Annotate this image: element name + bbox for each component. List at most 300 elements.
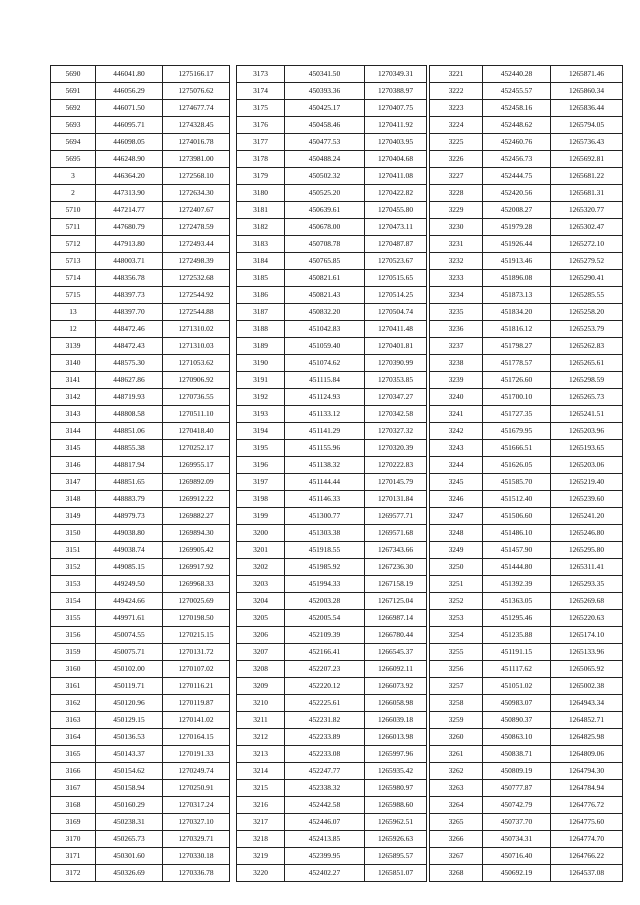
- table-row: [237, 542, 427, 559]
- table-row: [430, 644, 623, 661]
- point-id-cell: 3227: [430, 168, 483, 185]
- x-coordinate-cell: 450102.00: [96, 661, 163, 678]
- y-coordinate-cell: 1269571.68: [365, 525, 427, 542]
- table-row: [430, 83, 623, 100]
- point-id-cell: 5692: [51, 100, 96, 117]
- y-coordinate-cell: 1275166.17: [163, 66, 230, 83]
- x-coordinate-cell: 449249.50: [96, 576, 163, 593]
- x-coordinate-cell: 450341.50: [285, 66, 365, 83]
- x-coordinate-cell: 449971.61: [96, 610, 163, 627]
- x-coordinate-cell: 450832.20: [285, 304, 365, 321]
- x-coordinate-cell: 451679.95: [483, 423, 551, 440]
- y-coordinate-cell: 1265851.07: [365, 865, 427, 882]
- table-row: [237, 865, 427, 882]
- y-coordinate-cell: 1265241.51: [551, 406, 623, 423]
- table-row: [237, 695, 427, 712]
- table-row: [237, 321, 427, 338]
- x-coordinate-cell: 448855.38: [96, 440, 163, 457]
- x-coordinate-cell: 452247.77: [285, 763, 365, 780]
- x-coordinate-cell: 452440.28: [483, 66, 551, 83]
- table-row: [430, 66, 623, 83]
- table-row: [237, 389, 427, 406]
- table-row: [237, 712, 427, 729]
- x-coordinate-cell: 452231.82: [285, 712, 365, 729]
- y-coordinate-cell: 1270025.69: [163, 593, 230, 610]
- table-row: [430, 474, 623, 491]
- table-row: [430, 763, 623, 780]
- x-coordinate-cell: 451457.90: [483, 542, 551, 559]
- table-row: [237, 627, 427, 644]
- coordinate-table-3: [429, 65, 623, 882]
- point-id-cell: 3255: [430, 644, 483, 661]
- point-id-cell: 3225: [430, 134, 483, 151]
- point-id-cell: 3252: [430, 593, 483, 610]
- table-row: [237, 287, 427, 304]
- x-coordinate-cell: 448851.65: [96, 474, 163, 491]
- y-coordinate-cell: 1264776.72: [551, 797, 623, 814]
- point-id-cell: 3156: [51, 627, 96, 644]
- point-id-cell: 3222: [430, 83, 483, 100]
- y-coordinate-cell: 1270145.79: [365, 474, 427, 491]
- table-row: [237, 355, 427, 372]
- point-id-cell: 3247: [430, 508, 483, 525]
- y-coordinate-cell: 1270317.24: [163, 797, 230, 814]
- table-row: [430, 627, 623, 644]
- y-coordinate-cell: 1265871.46: [551, 66, 623, 83]
- x-coordinate-cell: 450821.61: [285, 270, 365, 287]
- y-coordinate-cell: 1265133.96: [551, 644, 623, 661]
- point-id-cell: 3256: [430, 661, 483, 678]
- y-coordinate-cell: 1265935.42: [365, 763, 427, 780]
- x-coordinate-cell: 451295.46: [483, 610, 551, 627]
- point-id-cell: 3237: [430, 338, 483, 355]
- table-row: [51, 661, 230, 678]
- y-coordinate-cell: 1266987.14: [365, 610, 427, 627]
- y-coordinate-cell: 1265065.92: [551, 661, 623, 678]
- table-row: [237, 610, 427, 627]
- x-coordinate-cell: 452444.75: [483, 168, 551, 185]
- point-id-cell: 3155: [51, 610, 96, 627]
- y-coordinate-cell: 1265997.96: [365, 746, 427, 763]
- point-id-cell: 3211: [237, 712, 285, 729]
- y-coordinate-cell: 1270320.39: [365, 440, 427, 457]
- y-coordinate-cell: 1265681.31: [551, 185, 623, 202]
- y-coordinate-cell: 1264852.71: [551, 712, 623, 729]
- y-coordinate-cell: 1269955.17: [163, 457, 230, 474]
- table-row: [237, 661, 427, 678]
- y-coordinate-cell: 1271310.03: [163, 338, 230, 355]
- table-row: [237, 474, 427, 491]
- table-row: [237, 236, 427, 253]
- point-id-cell: 3195: [237, 440, 285, 457]
- table-row: [51, 474, 230, 491]
- y-coordinate-cell: 1272532.68: [163, 270, 230, 287]
- table-row: [430, 576, 623, 593]
- table-row: [237, 253, 427, 270]
- table-row: [51, 134, 230, 151]
- y-coordinate-cell: 1265302.47: [551, 219, 623, 236]
- y-coordinate-cell: 1270390.99: [365, 355, 427, 372]
- y-coordinate-cell: 1265980.97: [365, 780, 427, 797]
- x-coordinate-cell: 451700.10: [483, 389, 551, 406]
- coordinate-table-body: [430, 66, 623, 882]
- table-row: [51, 423, 230, 440]
- point-id-cell: 3196: [237, 457, 285, 474]
- table-row: [237, 372, 427, 389]
- y-coordinate-cell: 1269882.27: [163, 508, 230, 525]
- point-id-cell: 3221: [430, 66, 483, 83]
- x-coordinate-cell: 451191.15: [483, 644, 551, 661]
- x-coordinate-cell: 451626.05: [483, 457, 551, 474]
- x-coordinate-cell: 452456.73: [483, 151, 551, 168]
- point-id-cell: 12: [51, 321, 96, 338]
- x-coordinate-cell: 451303.38: [285, 525, 365, 542]
- x-coordinate-cell: 450525.20: [285, 185, 365, 202]
- table-row: [430, 814, 623, 831]
- point-id-cell: 5713: [51, 253, 96, 270]
- x-coordinate-cell: 450678.00: [285, 219, 365, 236]
- x-coordinate-cell: 452225.61: [285, 695, 365, 712]
- x-coordinate-cell: 451124.93: [285, 389, 365, 406]
- point-id-cell: 3217: [237, 814, 285, 831]
- point-id-cell: 3140: [51, 355, 96, 372]
- point-id-cell: 3146: [51, 457, 96, 474]
- table-row: [51, 270, 230, 287]
- point-id-cell: 3180: [237, 185, 285, 202]
- point-id-cell: 3259: [430, 712, 483, 729]
- y-coordinate-cell: 1270487.87: [365, 236, 427, 253]
- point-id-cell: 3145: [51, 440, 96, 457]
- table-row: [237, 678, 427, 695]
- y-coordinate-cell: 1265794.05: [551, 117, 623, 134]
- point-id-cell: 5690: [51, 66, 96, 83]
- point-id-cell: 3150: [51, 525, 96, 542]
- y-coordinate-cell: 1273981.00: [163, 151, 230, 168]
- point-id-cell: 3238: [430, 355, 483, 372]
- y-coordinate-cell: 1265298.59: [551, 372, 623, 389]
- y-coordinate-cell: 1265241.20: [551, 508, 623, 525]
- y-coordinate-cell: 1272544.92: [163, 287, 230, 304]
- x-coordinate-cell: 447214.77: [96, 202, 163, 219]
- point-id-cell: 3173: [237, 66, 285, 83]
- table-row: [237, 814, 427, 831]
- table-row: [430, 338, 623, 355]
- point-id-cell: 3216: [237, 797, 285, 814]
- y-coordinate-cell: 1270514.25: [365, 287, 427, 304]
- table-row: [430, 695, 623, 712]
- y-coordinate-cell: 1265311.41: [551, 559, 623, 576]
- point-id-cell: 3200: [237, 525, 285, 542]
- table-row: [51, 236, 230, 253]
- x-coordinate-cell: 452446.07: [285, 814, 365, 831]
- table-row: [51, 542, 230, 559]
- y-coordinate-cell: 1270411.92: [365, 117, 427, 134]
- table-row: [51, 83, 230, 100]
- point-id-cell: 3266: [430, 831, 483, 848]
- table-row: [51, 338, 230, 355]
- table-row: [430, 117, 623, 134]
- point-id-cell: 5712: [51, 236, 96, 253]
- table-row: [237, 117, 427, 134]
- y-coordinate-cell: 1270504.74: [365, 304, 427, 321]
- y-coordinate-cell: 1265193.65: [551, 440, 623, 457]
- x-coordinate-cell: 451834.20: [483, 304, 551, 321]
- table-row: [430, 593, 623, 610]
- x-coordinate-cell: 450129.15: [96, 712, 163, 729]
- x-coordinate-cell: 451300.77: [285, 508, 365, 525]
- point-id-cell: 3234: [430, 287, 483, 304]
- table-row: [430, 440, 623, 457]
- point-id-cell: 3244: [430, 457, 483, 474]
- table-row: [51, 763, 230, 780]
- x-coordinate-cell: 450160.29: [96, 797, 163, 814]
- y-coordinate-cell: 1270330.18: [163, 848, 230, 865]
- x-coordinate-cell: 451726.60: [483, 372, 551, 389]
- table-row: [51, 610, 230, 627]
- table-row: [51, 168, 230, 185]
- table-row: [237, 406, 427, 423]
- x-coordinate-cell: 451816.12: [483, 321, 551, 338]
- y-coordinate-cell: 1270327.32: [365, 423, 427, 440]
- x-coordinate-cell: 448883.79: [96, 491, 163, 508]
- x-coordinate-cell: 450136.53: [96, 729, 163, 746]
- x-coordinate-cell: 447680.79: [96, 219, 163, 236]
- x-coordinate-cell: 446364.20: [96, 168, 163, 185]
- table-row: [237, 508, 427, 525]
- x-coordinate-cell: 450393.36: [285, 83, 365, 100]
- x-coordinate-cell: 448808.58: [96, 406, 163, 423]
- table-row: [51, 746, 230, 763]
- x-coordinate-cell: 448851.06: [96, 423, 163, 440]
- y-coordinate-cell: 1270906.92: [163, 372, 230, 389]
- y-coordinate-cell: 1265265.61: [551, 355, 623, 372]
- x-coordinate-cell: 452455.57: [483, 83, 551, 100]
- point-id-cell: 5714: [51, 270, 96, 287]
- point-id-cell: 3163: [51, 712, 96, 729]
- point-id-cell: 3208: [237, 661, 285, 678]
- table-row: [237, 848, 427, 865]
- x-coordinate-cell: 450425.17: [285, 100, 365, 117]
- x-coordinate-cell: 452338.32: [285, 780, 365, 797]
- x-coordinate-cell: 450716.40: [483, 848, 551, 865]
- y-coordinate-cell: 1270353.85: [365, 372, 427, 389]
- table-row: [51, 321, 230, 338]
- y-coordinate-cell: 1270422.82: [365, 185, 427, 202]
- coordinate-table-body: [51, 66, 230, 882]
- table-row: [430, 406, 623, 423]
- table-row: [430, 185, 623, 202]
- x-coordinate-cell: 449424.66: [96, 593, 163, 610]
- table-row: [51, 865, 230, 882]
- y-coordinate-cell: 1271053.62: [163, 355, 230, 372]
- table-row: [51, 100, 230, 117]
- y-coordinate-cell: 1265279.52: [551, 253, 623, 270]
- x-coordinate-cell: 446056.29: [96, 83, 163, 100]
- point-id-cell: 3181: [237, 202, 285, 219]
- x-coordinate-cell: 451913.46: [483, 253, 551, 270]
- y-coordinate-cell: 1265258.20: [551, 304, 623, 321]
- y-coordinate-cell: 1270403.95: [365, 134, 427, 151]
- coordinate-table-1: [50, 65, 230, 882]
- x-coordinate-cell: 451585.70: [483, 474, 551, 491]
- point-id-cell: 3210: [237, 695, 285, 712]
- x-coordinate-cell: 450154.62: [96, 763, 163, 780]
- y-coordinate-cell: 1265220.63: [551, 610, 623, 627]
- x-coordinate-cell: 451051.02: [483, 678, 551, 695]
- point-id-cell: 3178: [237, 151, 285, 168]
- point-id-cell: 3147: [51, 474, 96, 491]
- y-coordinate-cell: 1269905.42: [163, 542, 230, 559]
- y-coordinate-cell: 1264943.34: [551, 695, 623, 712]
- x-coordinate-cell: 449085.15: [96, 559, 163, 576]
- y-coordinate-cell: 1270249.74: [163, 763, 230, 780]
- point-id-cell: 3143: [51, 406, 96, 423]
- x-coordinate-cell: 450742.79: [483, 797, 551, 814]
- y-coordinate-cell: 1266780.44: [365, 627, 427, 644]
- y-coordinate-cell: 1267125.04: [365, 593, 427, 610]
- table-row: [430, 729, 623, 746]
- y-coordinate-cell: 1270523.67: [365, 253, 427, 270]
- x-coordinate-cell: 448472.43: [96, 338, 163, 355]
- y-coordinate-cell: 1265285.55: [551, 287, 623, 304]
- point-id-cell: 5693: [51, 117, 96, 134]
- x-coordinate-cell: 450734.31: [483, 831, 551, 848]
- point-id-cell: 3170: [51, 831, 96, 848]
- table-row: [237, 746, 427, 763]
- point-id-cell: 3215: [237, 780, 285, 797]
- point-id-cell: 3233: [430, 270, 483, 287]
- table-row: [430, 287, 623, 304]
- point-id-cell: 3162: [51, 695, 96, 712]
- x-coordinate-cell: 452413.85: [285, 831, 365, 848]
- table-row: [430, 168, 623, 185]
- point-id-cell: 3214: [237, 763, 285, 780]
- y-coordinate-cell: 1270164.15: [163, 729, 230, 746]
- x-coordinate-cell: 452005.54: [285, 610, 365, 627]
- point-id-cell: 3250: [430, 559, 483, 576]
- point-id-cell: 3184: [237, 253, 285, 270]
- table-row: [51, 593, 230, 610]
- x-coordinate-cell: 450863.10: [483, 729, 551, 746]
- point-id-cell: 3139: [51, 338, 96, 355]
- x-coordinate-cell: 451873.13: [483, 287, 551, 304]
- point-id-cell: 3175: [237, 100, 285, 117]
- point-id-cell: 3176: [237, 117, 285, 134]
- table-row: [430, 610, 623, 627]
- table-row: [237, 270, 427, 287]
- point-id-cell: 3226: [430, 151, 483, 168]
- x-coordinate-cell: 448979.73: [96, 508, 163, 525]
- x-coordinate-cell: 452399.95: [285, 848, 365, 865]
- point-id-cell: 3254: [430, 627, 483, 644]
- x-coordinate-cell: 450326.69: [96, 865, 163, 882]
- point-id-cell: 3268: [430, 865, 483, 882]
- point-id-cell: 3220: [237, 865, 285, 882]
- x-coordinate-cell: 451115.84: [285, 372, 365, 389]
- table-row: [51, 202, 230, 219]
- point-id-cell: 3253: [430, 610, 483, 627]
- y-coordinate-cell: 1270455.80: [365, 202, 427, 219]
- point-id-cell: 3185: [237, 270, 285, 287]
- point-id-cell: 3186: [237, 287, 285, 304]
- point-id-cell: 3191: [237, 372, 285, 389]
- table-row: [51, 253, 230, 270]
- x-coordinate-cell: 446071.50: [96, 100, 163, 117]
- y-coordinate-cell: 1270404.68: [365, 151, 427, 168]
- table-row: [51, 644, 230, 661]
- x-coordinate-cell: 452448.62: [483, 117, 551, 134]
- table-row: [51, 406, 230, 423]
- point-id-cell: 3169: [51, 814, 96, 831]
- point-id-cell: 3187: [237, 304, 285, 321]
- y-coordinate-cell: 1270250.91: [163, 780, 230, 797]
- y-coordinate-cell: 1274328.45: [163, 117, 230, 134]
- point-id-cell: 3189: [237, 338, 285, 355]
- y-coordinate-cell: 1266013.98: [365, 729, 427, 746]
- y-coordinate-cell: 1267343.66: [365, 542, 427, 559]
- x-coordinate-cell: 448397.73: [96, 287, 163, 304]
- x-coordinate-cell: 450143.37: [96, 746, 163, 763]
- y-coordinate-cell: 1265272.10: [551, 236, 623, 253]
- table-row: [51, 576, 230, 593]
- x-coordinate-cell: 448575.30: [96, 355, 163, 372]
- x-coordinate-cell: 451918.55: [285, 542, 365, 559]
- table-row: [430, 270, 623, 287]
- y-coordinate-cell: 1269892.09: [163, 474, 230, 491]
- y-coordinate-cell: 1270327.10: [163, 814, 230, 831]
- y-coordinate-cell: 1272493.44: [163, 236, 230, 253]
- point-id-cell: 3: [51, 168, 96, 185]
- table-row: [51, 848, 230, 865]
- table-row: [237, 440, 427, 457]
- point-id-cell: 5715: [51, 287, 96, 304]
- point-id-cell: 3166: [51, 763, 96, 780]
- point-id-cell: 3199: [237, 508, 285, 525]
- x-coordinate-cell: 452166.41: [285, 644, 365, 661]
- table-row: [51, 831, 230, 848]
- x-coordinate-cell: 452220.12: [285, 678, 365, 695]
- table-row: [430, 508, 623, 525]
- table-row: [51, 185, 230, 202]
- x-coordinate-cell: 451994.33: [285, 576, 365, 593]
- x-coordinate-cell: 450301.60: [96, 848, 163, 865]
- x-coordinate-cell: 452109.39: [285, 627, 365, 644]
- x-coordinate-cell: 447313.90: [96, 185, 163, 202]
- x-coordinate-cell: 452442.58: [285, 797, 365, 814]
- y-coordinate-cell: 1264774.70: [551, 831, 623, 848]
- y-coordinate-cell: 1265246.80: [551, 525, 623, 542]
- table-row: [430, 780, 623, 797]
- table-row: [237, 763, 427, 780]
- y-coordinate-cell: 1270222.83: [365, 457, 427, 474]
- point-id-cell: 3219: [237, 848, 285, 865]
- x-coordinate-cell: 450639.61: [285, 202, 365, 219]
- x-coordinate-cell: 450983.07: [483, 695, 551, 712]
- point-id-cell: 3153: [51, 576, 96, 593]
- table-row: [430, 831, 623, 848]
- y-coordinate-cell: 1264825.98: [551, 729, 623, 746]
- table-row: [237, 83, 427, 100]
- x-coordinate-cell: 451979.28: [483, 219, 551, 236]
- table-row: [51, 678, 230, 695]
- table-row: [237, 559, 427, 576]
- y-coordinate-cell: 1264537.08: [551, 865, 623, 882]
- point-id-cell: 3239: [430, 372, 483, 389]
- x-coordinate-cell: 448719.93: [96, 389, 163, 406]
- table-row: [51, 151, 230, 168]
- y-coordinate-cell: 1270515.65: [365, 270, 427, 287]
- point-id-cell: 3206: [237, 627, 285, 644]
